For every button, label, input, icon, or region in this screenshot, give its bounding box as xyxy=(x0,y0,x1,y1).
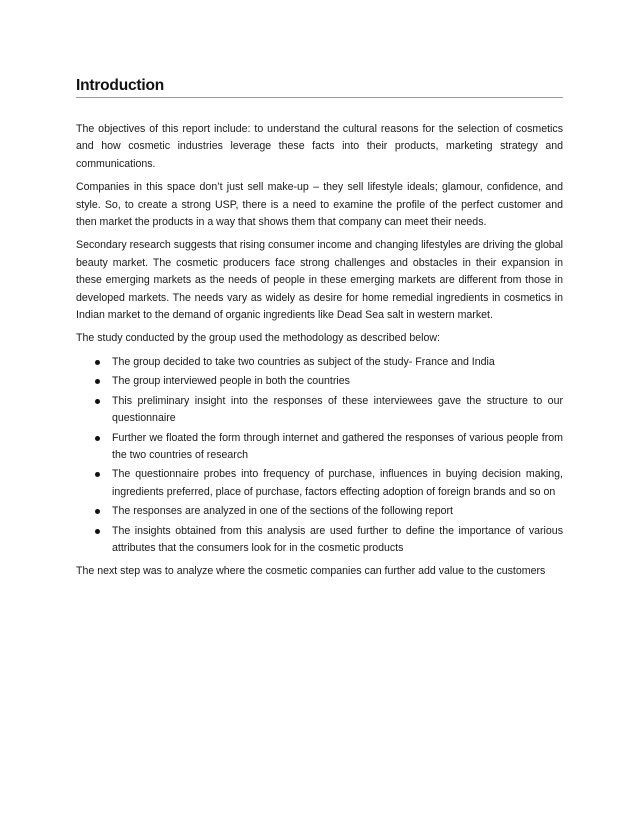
paragraph-methodology-intro: The study conducted by the group used the methodology as described below: xyxy=(76,332,440,345)
bullet-icon xyxy=(95,509,100,514)
methodology-list xyxy=(76,354,563,557)
bullet-icon xyxy=(95,360,100,365)
bullet-icon xyxy=(95,529,100,534)
list-item xyxy=(76,523,563,558)
paragraph-companies: Companies in this space don’t just sell make-up – they sell lifestyle ideals; glamour, confidence, and style. So, to create a strong USP, there is a need to examine the profile of the perfect customer and then market the products in a way that shows them that company can meet their needs. xyxy=(76,181,563,229)
bullet-icon xyxy=(95,472,100,477)
list-item xyxy=(76,466,563,501)
heading-underline xyxy=(76,97,563,98)
paragraph-secondary-research: Secondary research suggests that rising consumer income and changing lifestyles are driving the global beauty market. The cosmetic producers face strong challenges and obstacles in their expansion in these emerging markets as the needs of people in these emerging markets are different from those in developed markets. The needs vary as widely as desire for home remedial ingredients in cosmetics in Indian market to the demand of organic ingredients like Dead Sea salt in western market. xyxy=(76,239,563,322)
list-item-text: The group decided to take two countries as subject of the study- France and India xyxy=(112,355,495,368)
list-item xyxy=(76,354,563,371)
list-item-text: The group interviewed people in both the countries xyxy=(112,375,350,388)
list-item-text: The insights obtained from this analysis are used further to define the importance of various attributes that the consumers look for in the cosmetic products xyxy=(112,524,563,554)
bullet-icon xyxy=(95,379,100,384)
section-heading: Introduction xyxy=(76,77,164,94)
list-item-text: This preliminary insight into the responses of these interviewees gave the structure to our questionnaire xyxy=(112,394,563,425)
list-item xyxy=(76,430,563,465)
list-item xyxy=(76,393,563,428)
list-item xyxy=(76,373,563,390)
paragraph-objectives: The objectives of this report include: to understand the cultural reasons for the selection of cosmetics and how cosmetic industries leverage these facts into their products, marketing strategy and communications. xyxy=(76,123,563,170)
bullet-icon xyxy=(95,436,100,441)
list-item-text: Further we floated the form through internet and gathered the responses of various people from the two countries of research xyxy=(112,431,563,461)
list-item xyxy=(76,503,563,520)
body-text xyxy=(76,121,563,587)
list-item-text: The questionnaire probes into frequency of purchase, influences in buying decision making, ingredients preferred, place of purchase, factors effecting adoption of foreign brands and so on xyxy=(112,468,563,498)
list-item-text: The responses are analyzed in one of the sections of the following report xyxy=(112,505,453,518)
paragraph-next-step: The next step was to analyze where the cosmetic companies can further add value to the customers xyxy=(76,565,546,578)
bullet-icon xyxy=(95,399,100,404)
